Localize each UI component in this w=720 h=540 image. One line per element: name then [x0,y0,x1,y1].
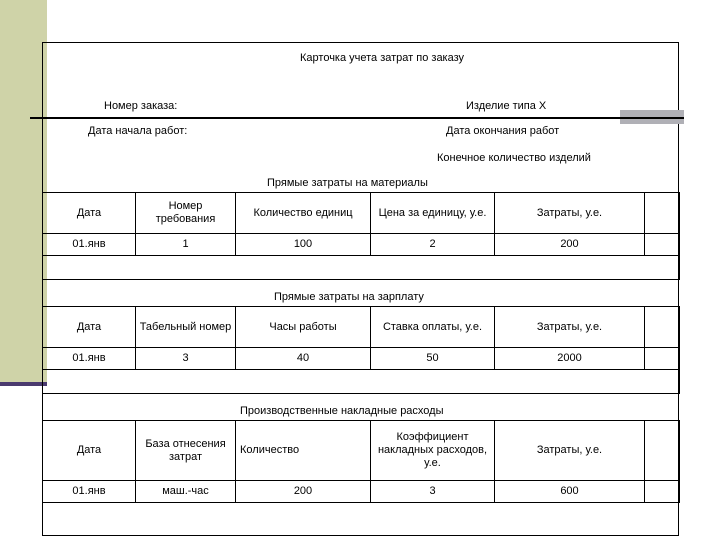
materials-table [42,192,680,280]
overhead-cell-quantity: 200 [236,481,371,503]
wages-cell-employee-number: 3 [136,348,236,370]
overhead-header-cost: Затраты, у.е. [495,421,645,481]
materials-header-date: Дата [43,193,136,234]
side-decor-bar [0,382,47,386]
side-decor-strip [0,0,47,382]
overhead-section-title: Производственные накладные расходы [240,405,444,417]
overhead-header-row [43,421,680,481]
overhead-cell-empty [645,481,680,503]
order-number-label: Номер заказа: [104,100,178,112]
wages-header-date: Дата [43,307,136,348]
wages-cell-date: 01.янв [43,348,136,370]
overhead-header-coefficient: Коэффициент накладных расходов, у.е. [371,421,495,481]
overhead-header-allocation-base: База отнесения затрат [136,421,236,481]
materials-cell-quantity: 100 [236,234,371,256]
overhead-table [42,420,680,503]
materials-cell-request: 1 [136,234,236,256]
materials-cell-empty [645,234,680,256]
product-label: Изделие типа X [466,100,547,112]
overhead-cell-allocation-base: маш.-час [136,481,236,503]
materials-header-cost: Затраты, у.е. [495,193,645,234]
materials-header-price: Цена за единицу, у.е. [371,193,495,234]
wages-header-cost: Затраты, у.е. [495,307,645,348]
materials-cell-date: 01.янв [43,234,136,256]
wages-data-row [43,348,680,370]
decor-horizontal-line [30,117,684,119]
wages-blank-cell [43,370,680,394]
overhead-header-date: Дата [43,421,136,481]
wages-header-rate: Ставка оплаты, у.е. [371,307,495,348]
materials-data-row [43,234,680,256]
overhead-cell-coefficient: 3 [371,481,495,503]
wages-header-empty [645,307,680,348]
overhead-data-row [43,481,680,503]
wages-cell-empty [645,348,680,370]
wages-table [42,306,680,394]
materials-header-empty [645,193,680,234]
overhead-cell-date: 01.янв [43,481,136,503]
wages-header-hours: Часы работы [236,307,371,348]
wages-section-title: Прямые затраты на зарплату [274,291,424,303]
overhead-cell-cost: 600 [495,481,645,503]
card-title: Карточка учета затрат по заказу [300,52,465,64]
materials-header-quantity: Количество единиц [236,193,371,234]
wages-cell-cost: 2000 [495,348,645,370]
start-date-label: Дата начала работ: [88,125,188,137]
wages-header-employee-number: Табельный номер [136,307,236,348]
decor-line-overlay [620,117,684,119]
materials-blank-row [43,256,680,280]
materials-header-request: Номер требования [136,193,236,234]
materials-blank-cell [43,256,680,280]
wages-header-row [43,307,680,348]
materials-cell-cost: 200 [495,234,645,256]
wages-cell-rate: 50 [371,348,495,370]
overhead-header-quantity: Количество [236,421,371,481]
final-quantity-label: Конечное количество изделий [437,152,591,164]
materials-section-title: Прямые затраты на материалы [267,177,428,189]
wages-blank-row [43,370,680,394]
materials-cell-price: 2 [371,234,495,256]
end-date-label: Дата окончания работ [446,125,560,137]
materials-header-row [43,193,680,234]
overhead-header-empty [645,421,680,481]
wages-cell-hours: 40 [236,348,371,370]
